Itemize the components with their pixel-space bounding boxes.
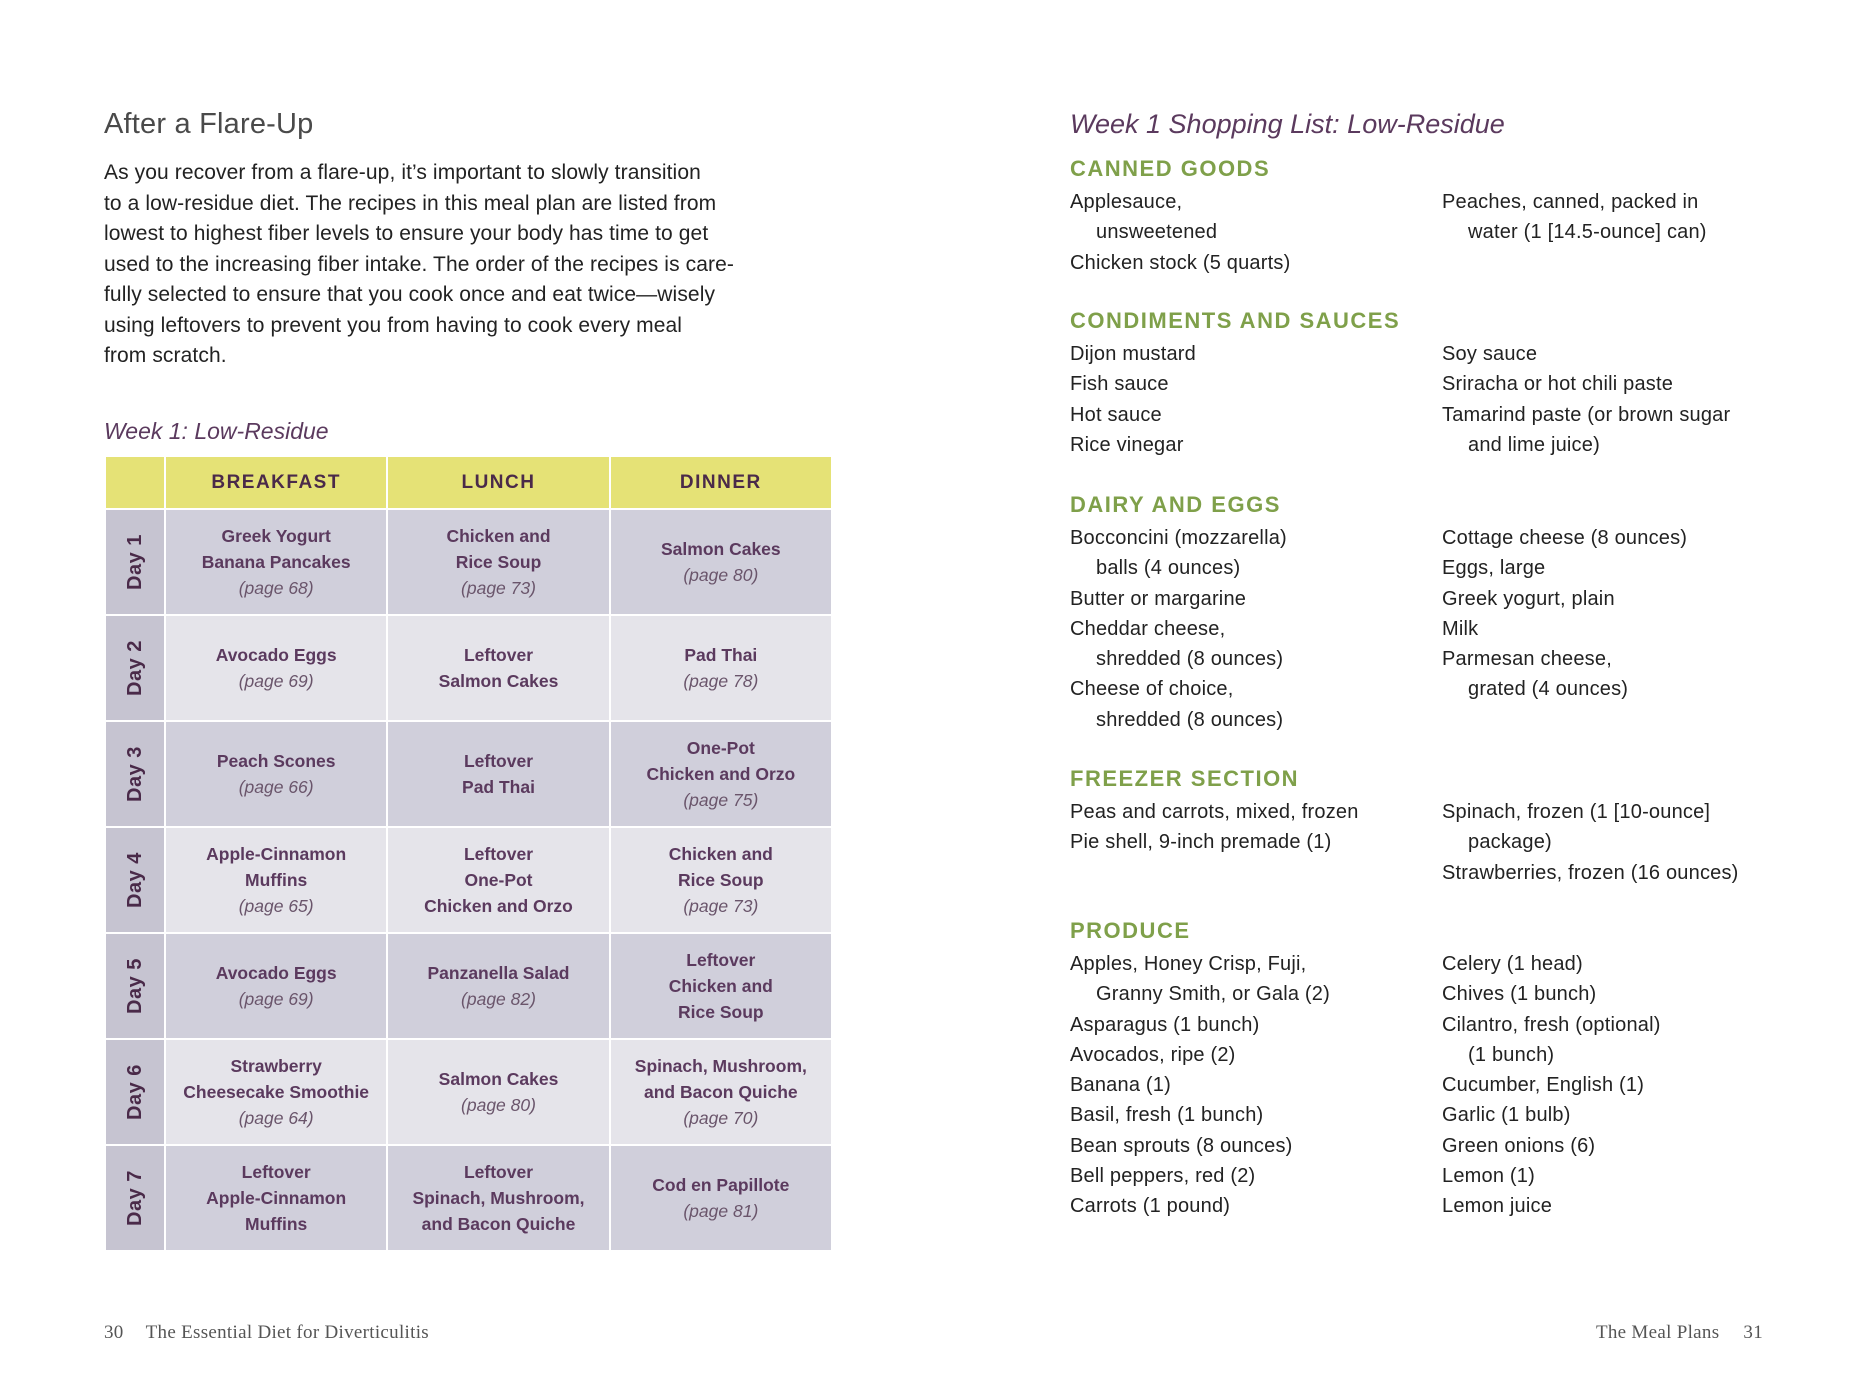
recipe-name: One-Pot <box>464 870 533 890</box>
item-text: water (1 [14.5-ounce] can) <box>1468 221 1707 244</box>
page-reference: (page 68) <box>238 578 314 598</box>
right-page <box>931 0 1862 1396</box>
day-label: Day 6 <box>124 1064 146 1120</box>
list-item <box>1442 1100 1802 1130</box>
item-text: grated (4 ounces) <box>1468 678 1629 701</box>
item-text: Asparagus (1 bunch) <box>1070 1013 1260 1036</box>
item-column <box>1070 339 1430 460</box>
dinner-cell <box>610 1039 832 1145</box>
day-label: Day 2 <box>124 640 146 696</box>
day-label: Day 5 <box>124 958 146 1014</box>
item-text: Avocados, ripe (2) <box>1070 1043 1236 1066</box>
recipe-name: Pad Thai <box>684 645 758 665</box>
recipe-name: Leftover <box>463 751 534 771</box>
shopping-section <box>1070 917 1830 1218</box>
item-text: Strawberries, frozen (16 ounces) <box>1442 861 1739 884</box>
list-item <box>1070 1010 1430 1040</box>
recipe-name: Chicken and <box>668 844 773 864</box>
day-cell <box>105 827 165 933</box>
item-column <box>1070 797 1430 858</box>
recipe-name: Chicken and Orzo <box>424 896 573 916</box>
breakfast-cell <box>165 933 387 1039</box>
section-heading: After a Flare-Up <box>104 108 314 140</box>
list-item <box>1442 1010 1802 1071</box>
section-title: CONDIMENTS AND SAUCES <box>1070 308 1401 333</box>
item-text: Cheddar cheese, <box>1070 617 1226 640</box>
day-cell <box>105 1039 165 1145</box>
list-item <box>1070 523 1430 584</box>
page-reference: (page 64) <box>238 1108 314 1128</box>
table-row <box>105 827 832 933</box>
page-reference: (page 80) <box>683 565 759 585</box>
recipe-name: Leftover <box>463 1162 534 1182</box>
recipe-name: Peach Scones <box>216 751 336 771</box>
list-item <box>1442 187 1802 248</box>
page-reference: (page 73) <box>683 896 759 916</box>
section-title: The Meal Plans <box>1595 1322 1720 1343</box>
list-item <box>1442 644 1802 705</box>
recipe-name: and Bacon Quiche <box>421 1214 576 1234</box>
day-cell <box>105 721 165 827</box>
shopping-list-heading: Week 1 Shopping List: Low-Residue <box>1070 109 1505 139</box>
page-reference: (page 65) <box>238 896 314 916</box>
recipe-name: Leftover <box>241 1162 311 1182</box>
book-title: The Essential Diet for Diverticulitis <box>145 1322 429 1343</box>
header-corner <box>105 456 165 509</box>
page-number: 31 <box>1743 1322 1763 1343</box>
list-item <box>1442 1191 1802 1221</box>
page-reference: (page 69) <box>238 989 314 1009</box>
table-row <box>105 1145 832 1251</box>
item-text: Cucumber, English (1) <box>1442 1074 1645 1097</box>
item-text: Butter or margarine <box>1070 587 1247 610</box>
recipe-name: Apple-Cinnamon <box>206 844 347 864</box>
table-caption: Week 1: Low-Residue <box>104 418 329 444</box>
dinner-cell <box>610 827 832 933</box>
shopping-section <box>1070 491 1830 731</box>
section-title: DAIRY AND EGGS <box>1070 492 1281 517</box>
page-reference: (page 80) <box>461 1095 536 1115</box>
dinner-cell <box>610 615 832 721</box>
recipe-name: Chicken and <box>446 526 551 546</box>
meal-plan-body <box>105 509 832 1251</box>
breakfast-cell <box>165 721 387 827</box>
meal-plan-table <box>104 455 833 1252</box>
table-row <box>105 615 832 721</box>
intro-paragraph <box>104 158 804 372</box>
table-row <box>105 509 832 615</box>
recipe-name: Spinach, Mushroom, <box>634 1056 807 1076</box>
recipe-name: and Bacon Quiche <box>644 1082 798 1102</box>
list-item <box>1070 827 1430 857</box>
recipe-name: Salmon Cakes <box>438 671 559 691</box>
breakfast-cell <box>165 1145 387 1251</box>
dinner-cell <box>610 933 832 1039</box>
recipe-name: Salmon Cakes <box>661 539 781 559</box>
item-text: Applesauce, <box>1070 191 1183 213</box>
item-text: Rice vinegar <box>1070 433 1184 456</box>
list-item <box>1070 1070 1430 1100</box>
item-text: Tamarind paste (or brown sugar <box>1442 403 1731 426</box>
recipe-name: Rice Soup <box>678 1002 764 1022</box>
page-reference: (page 82) <box>461 989 536 1009</box>
section-title: FREEZER SECTION <box>1070 766 1300 791</box>
breakfast-cell <box>165 509 387 615</box>
list-item <box>1442 797 1802 858</box>
day-label: Day 7 <box>124 1170 146 1226</box>
item-text: Sriracha or hot chili paste <box>1442 373 1674 396</box>
shopping-section <box>1070 155 1830 274</box>
list-item <box>1070 614 1430 675</box>
shopping-section <box>1070 765 1830 884</box>
item-text: Eggs, large <box>1442 557 1546 580</box>
page-number: 30 <box>104 1322 124 1343</box>
page-reference: (page 69) <box>238 671 314 691</box>
lunch-cell <box>387 721 609 827</box>
list-item <box>1070 187 1430 248</box>
item-column <box>1442 339 1802 460</box>
intro-line: fully selected to ensure that you cook once and eat twice—wisely <box>104 283 716 306</box>
list-item <box>1442 614 1802 644</box>
table-row <box>105 933 832 1039</box>
list-item <box>1442 1161 1802 1191</box>
recipe-name: Muffins <box>245 870 308 890</box>
table-row <box>105 1039 832 1145</box>
item-text: Milk <box>1442 617 1479 640</box>
list-item <box>1442 369 1802 399</box>
lunch-cell <box>387 933 609 1039</box>
list-item <box>1442 553 1802 583</box>
item-text: Chicken stock (5 quarts) <box>1070 251 1291 274</box>
item-text: Lemon (1) <box>1442 1165 1535 1188</box>
list-item <box>1442 584 1802 614</box>
dinner-cell <box>610 721 832 827</box>
list-item <box>1070 1040 1430 1070</box>
recipe-name: Leftover <box>686 950 756 970</box>
list-item <box>1070 1161 1430 1191</box>
recipe-name: Salmon Cakes <box>438 1069 559 1089</box>
intro-line: lowest to highest fiber levels to ensure your body has time to get <box>104 222 709 245</box>
intro-line: to a low-residue diet. The recipes in this meal plan are listed from <box>104 191 717 215</box>
item-text: Dijon mustard <box>1070 343 1196 365</box>
item-text: Fish sauce <box>1070 373 1169 396</box>
list-item <box>1070 1131 1430 1161</box>
recipe-name: Leftover <box>463 844 534 864</box>
item-column <box>1442 949 1802 1222</box>
item-text: Lemon juice <box>1442 1195 1553 1218</box>
recipe-name: Spinach, Mushroom, <box>412 1188 585 1208</box>
dinner-cell <box>610 509 832 615</box>
item-column <box>1070 187 1430 278</box>
day-label: Day 4 <box>124 852 146 908</box>
item-text: Parmesan cheese, <box>1442 648 1612 671</box>
item-text: Green onions (6) <box>1442 1134 1596 1157</box>
intro-line: using leftovers to prevent you from having to cook every meal <box>104 313 683 337</box>
recipe-name: Banana Pancakes <box>201 552 351 572</box>
lunch-cell <box>387 1145 609 1251</box>
list-item <box>1070 1100 1430 1130</box>
list-item <box>1070 248 1430 278</box>
item-column <box>1442 523 1802 705</box>
item-text: (1 bunch) <box>1468 1043 1555 1066</box>
shopping-section <box>1070 307 1830 456</box>
list-item <box>1442 1131 1802 1161</box>
lunch-cell <box>387 827 609 933</box>
item-text: package) <box>1468 831 1552 854</box>
recipe-name: Muffins <box>245 1214 308 1234</box>
item-column <box>1442 187 1802 248</box>
recipe-name: Apple-Cinnamon <box>206 1188 347 1208</box>
item-text: Bocconcini (mozzarella) <box>1070 527 1287 549</box>
table-header-row <box>105 456 832 509</box>
list-item <box>1070 430 1430 460</box>
recipe-name: Panzanella Salad <box>427 963 570 983</box>
footer-left <box>104 1322 429 1344</box>
breakfast-cell <box>165 1039 387 1145</box>
list-item <box>1442 1070 1802 1100</box>
recipe-name: Strawberry <box>230 1056 322 1076</box>
recipe-name: Pad Thai <box>462 777 535 797</box>
page-reference: (page 66) <box>238 777 314 797</box>
item-text: and lime juice) <box>1468 433 1600 456</box>
item-text: unsweetened <box>1096 221 1218 244</box>
column-header-lunch: LUNCH <box>387 456 609 509</box>
item-text: Peas and carrots, mixed, frozen <box>1070 801 1359 823</box>
list-item <box>1070 797 1430 827</box>
list-item <box>1442 979 1802 1009</box>
item-text: Apples, Honey Crisp, Fuji, <box>1070 953 1307 975</box>
recipe-name: Greek Yogurt <box>221 526 331 546</box>
recipe-name: Avocado Eggs <box>215 645 337 665</box>
item-text: Peaches, canned, packed in <box>1442 191 1699 213</box>
item-text: Bean sprouts (8 ounces) <box>1070 1134 1293 1157</box>
day-label: Day 1 <box>124 534 146 590</box>
list-item <box>1442 523 1802 553</box>
recipe-name: Avocado Eggs <box>215 963 337 983</box>
item-text: Cottage cheese (8 ounces) <box>1442 527 1688 549</box>
day-cell <box>105 615 165 721</box>
lunch-cell <box>387 615 609 721</box>
item-column <box>1070 949 1430 1222</box>
item-text: shredded (8 ounces) <box>1096 708 1284 731</box>
lunch-cell <box>387 1039 609 1145</box>
item-text: Celery (1 head) <box>1442 953 1583 975</box>
day-cell <box>105 509 165 615</box>
item-text: shredded (8 ounces) <box>1096 648 1284 671</box>
recipe-name: Rice Soup <box>455 552 542 572</box>
list-item <box>1442 949 1802 979</box>
recipe-name: One-Pot <box>686 738 755 758</box>
item-text: Granny Smith, or Gala (2) <box>1096 983 1330 1006</box>
page-reference: (page 78) <box>683 671 759 691</box>
list-item <box>1442 400 1802 461</box>
item-text: balls (4 ounces) <box>1096 557 1241 580</box>
intro-line: used to the increasing fiber intake. The order of the recipes is care- <box>104 252 734 276</box>
list-item <box>1442 339 1802 369</box>
list-item <box>1070 400 1430 430</box>
item-column <box>1070 523 1430 735</box>
day-cell <box>105 933 165 1039</box>
page-reference: (page 81) <box>683 1201 759 1221</box>
item-text: Chives (1 bunch) <box>1442 983 1597 1006</box>
dinner-cell <box>610 1145 832 1251</box>
item-text: Carrots (1 pound) <box>1070 1195 1231 1218</box>
footer-right <box>1596 1322 1763 1344</box>
intro-line: As you recover from a flare-up, it’s important to slowly transition <box>104 161 701 184</box>
breakfast-cell <box>165 827 387 933</box>
item-column <box>1442 797 1802 888</box>
item-text: Spinach, frozen (1 [10-ounce] <box>1442 801 1711 823</box>
recipe-name: Cod en Papillote <box>652 1175 790 1195</box>
item-text: Bell peppers, red (2) <box>1070 1165 1256 1188</box>
list-item <box>1070 369 1430 399</box>
item-text: Basil, fresh (1 bunch) <box>1070 1104 1264 1127</box>
item-text: Hot sauce <box>1070 403 1162 426</box>
list-item <box>1070 584 1430 614</box>
page-reference: (page 73) <box>461 578 536 598</box>
item-text: Cheese of choice, <box>1070 678 1234 701</box>
item-text: Soy sauce <box>1442 343 1538 365</box>
recipe-name: Cheesecake Smoothie <box>183 1082 370 1102</box>
list-item <box>1070 1191 1430 1221</box>
lunch-cell <box>387 509 609 615</box>
breakfast-cell <box>165 615 387 721</box>
list-item <box>1070 949 1430 1010</box>
list-item <box>1070 674 1430 735</box>
column-header-breakfast: BREAKFAST <box>165 456 387 509</box>
day-cell <box>105 1145 165 1251</box>
section-title: CANNED GOODS <box>1070 156 1271 181</box>
page-reference: (page 75) <box>683 790 759 810</box>
intro-line: from scratch. <box>104 344 227 367</box>
day-label: Day 3 <box>124 746 146 802</box>
recipe-name: Leftover <box>463 645 534 665</box>
list-item <box>1070 339 1430 369</box>
recipe-name: Chicken and <box>668 976 773 996</box>
section-title: PRODUCE <box>1070 918 1191 943</box>
table-row <box>105 721 832 827</box>
recipe-name: Chicken and Orzo <box>646 764 796 784</box>
page-reference: (page 70) <box>683 1108 759 1128</box>
item-text: Cilantro, fresh (optional) <box>1442 1013 1661 1036</box>
item-text: Greek yogurt, plain <box>1442 587 1615 610</box>
column-header-dinner: DINNER <box>610 456 832 509</box>
item-text: Pie shell, 9-inch premade (1) <box>1070 831 1332 854</box>
list-item <box>1442 858 1802 888</box>
recipe-name: Rice Soup <box>678 870 764 890</box>
item-text: Garlic (1 bulb) <box>1442 1104 1571 1127</box>
item-text: Banana (1) <box>1070 1074 1171 1097</box>
